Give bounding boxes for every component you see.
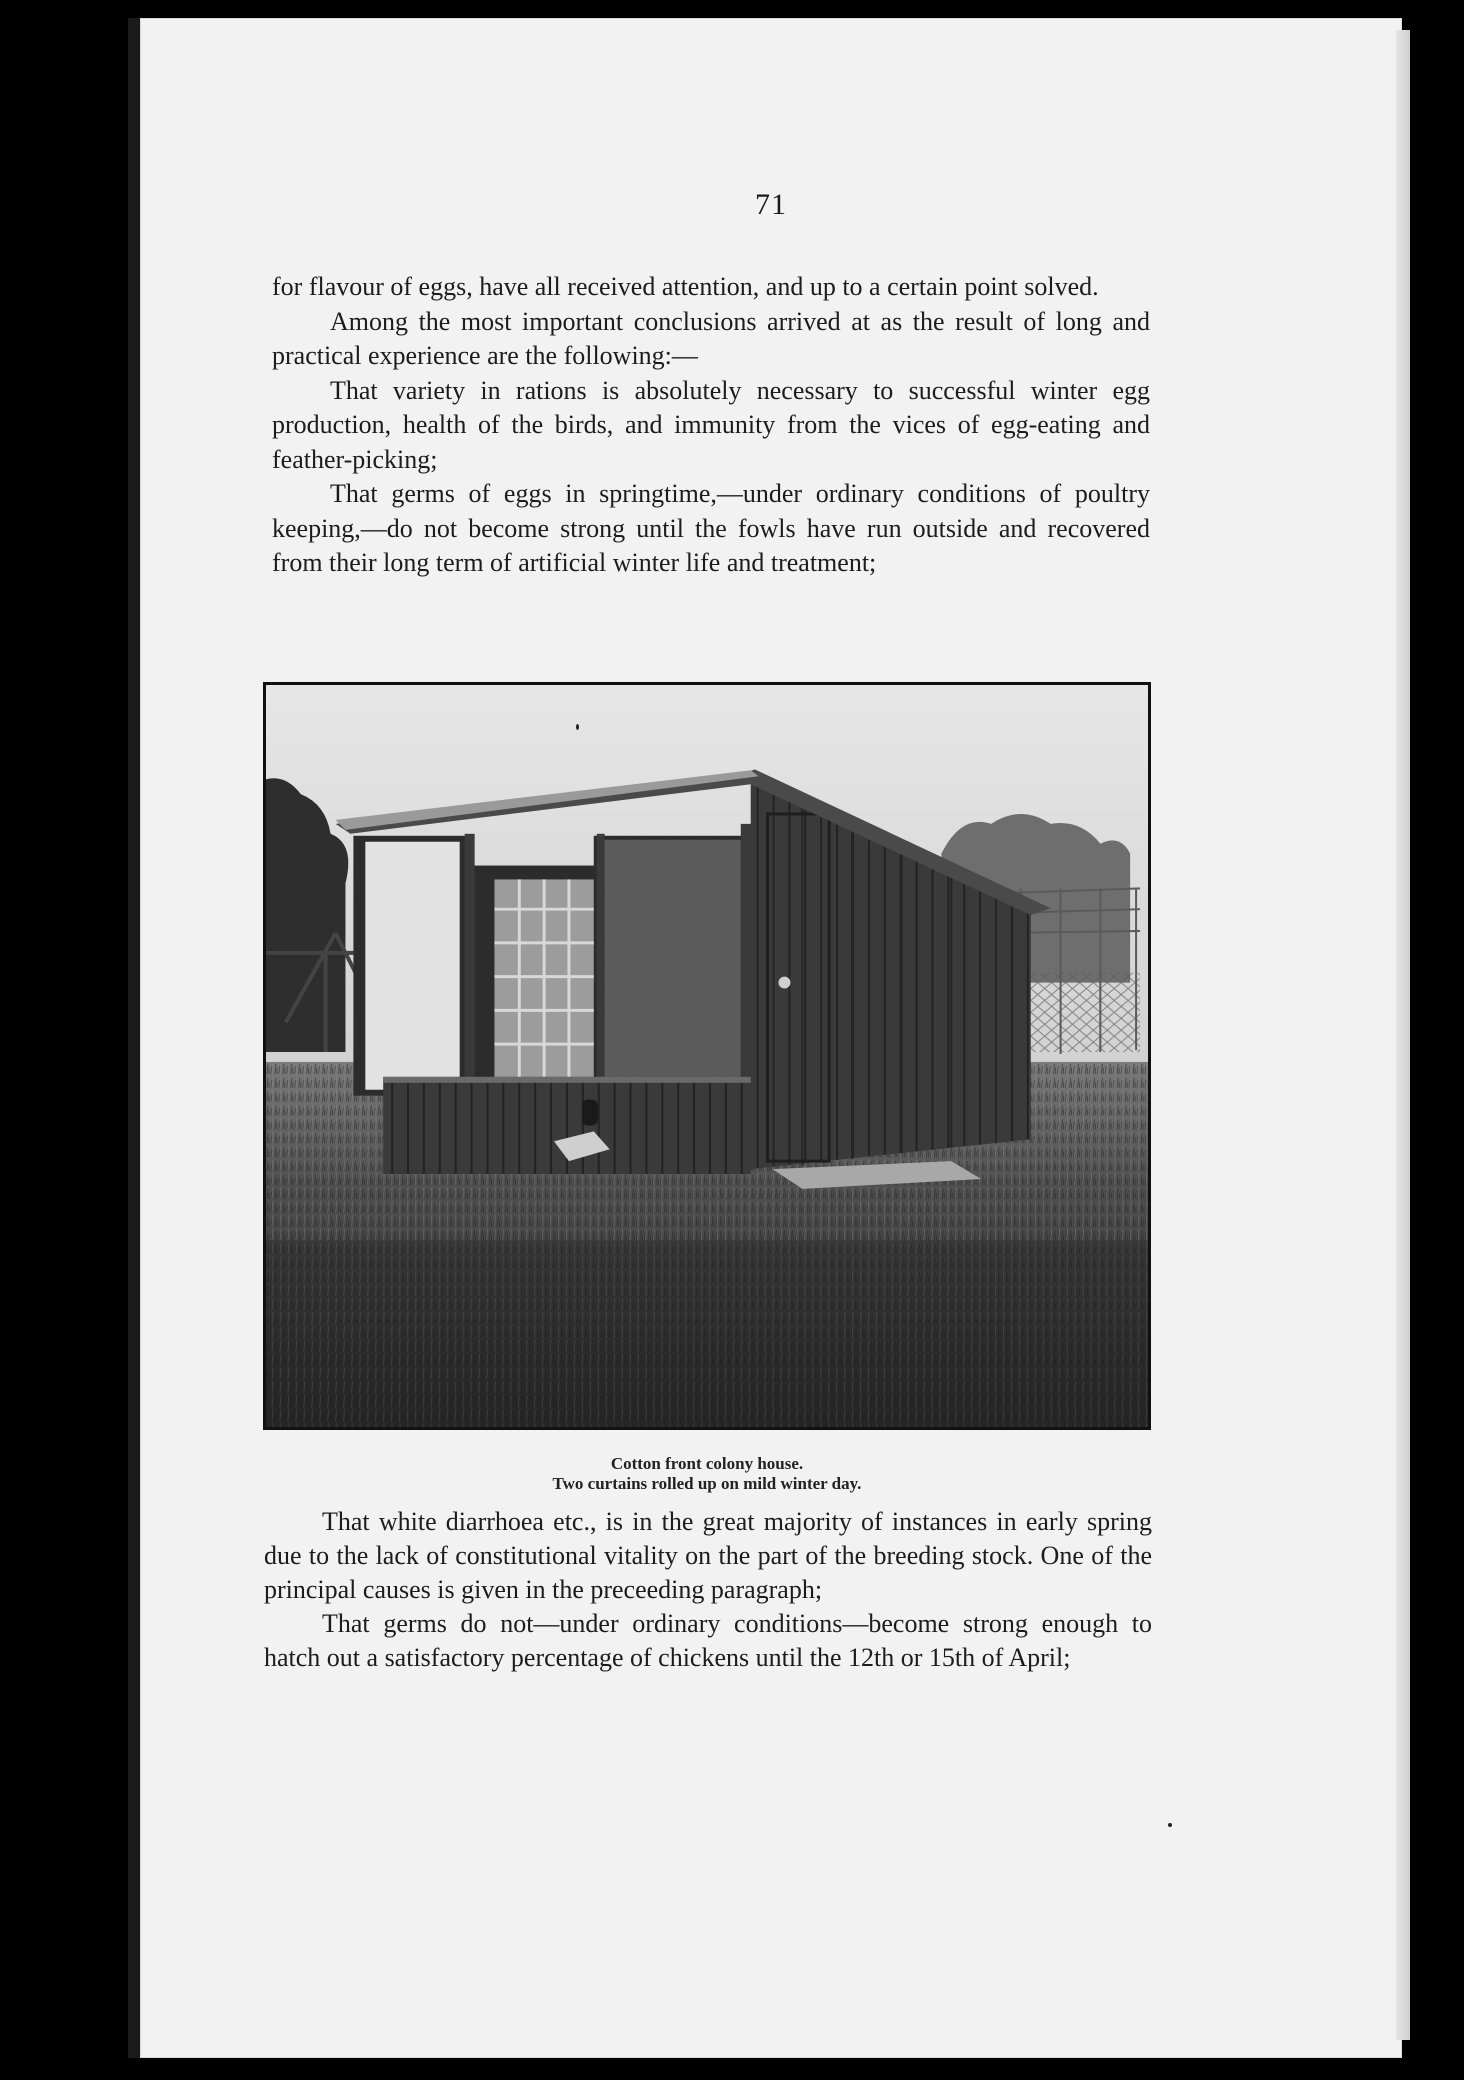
body-text-top: [272, 270, 1150, 581]
figure-caption: [263, 1454, 1151, 1494]
paragraph: That variety in rations is absolutely necessary to successful winter egg production, health of the birds, and immunity from the vices of egg-eating and feather-picking;: [272, 375, 1150, 474]
caption-line: Two curtains rolled up on mild winter day.: [552, 1474, 862, 1493]
page-fore-edge: [1396, 30, 1410, 2040]
body-text-bottom: [264, 1505, 1152, 1675]
paragraph: That germs of eggs in springtime,—under ordinary conditions of poultry keeping,—do not become strong until the fowls have run outside and recovered from their long term of artificial winter life and treatment;: [272, 479, 1150, 577]
paragraph: That white diarrhoea etc., is in the great majority of instances in early spring due to the lack of constitutional vitality on the part of the breeding stock. One of the principal causes is given in the preceeding paragraph;: [264, 1507, 1152, 1604]
caption-line: Cotton front colony house.: [610, 1454, 804, 1473]
print-speck: [576, 724, 579, 730]
print-speck: [1168, 1823, 1172, 1827]
paragraph: for flavour of eggs, have all received attention, and up to a certain point solved.: [272, 272, 1099, 301]
colony-house-photo: [263, 682, 1151, 1430]
page-number: 71: [755, 188, 787, 221]
paragraph: That germs do not—under ordinary conditions—become strong enough to hatch out a satisfactory percentage of chickens until the 12th or 15th of April;: [264, 1609, 1152, 1672]
photo-illustration: [266, 685, 1148, 1427]
book-page: [140, 18, 1402, 2058]
paragraph: Among the most important conclusions arrived at as the result of long and practical experience are the following:—: [272, 306, 1150, 370]
